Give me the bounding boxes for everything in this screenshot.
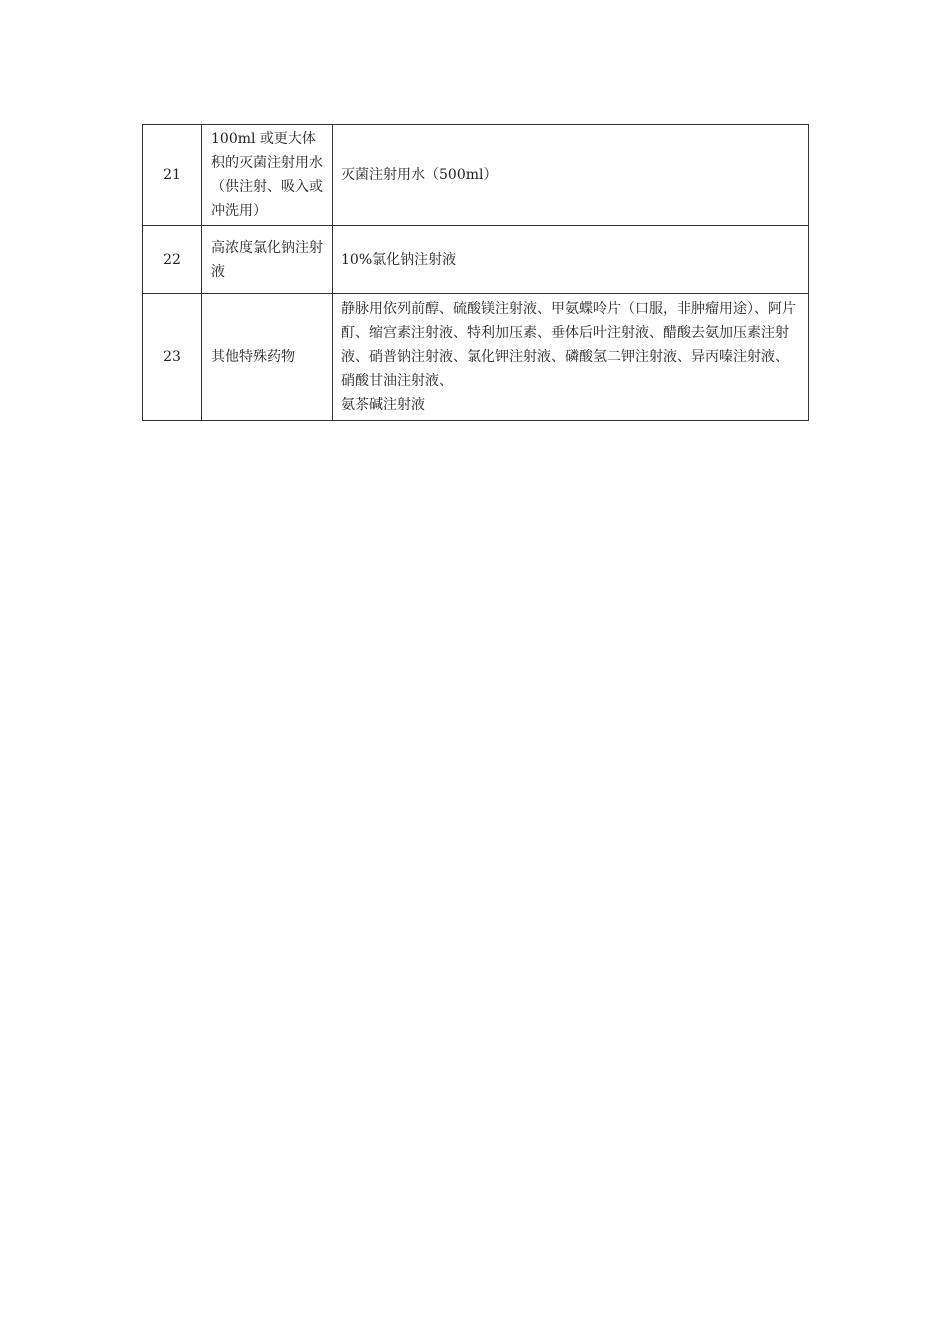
drug-category: 其他特殊药物 — [202, 294, 333, 421]
drug-list: 灭菌注射用水（500ml） — [333, 125, 809, 226]
row-number: 23 — [143, 294, 202, 421]
table-row — [143, 226, 809, 294]
row-number: 22 — [143, 226, 202, 294]
table-row — [143, 125, 809, 226]
drug-category: 高浓度氯化钠注射液 — [202, 226, 333, 294]
row-number: 21 — [143, 125, 202, 226]
drug-table — [142, 124, 809, 421]
drug-list: 10%氯化钠注射液 — [333, 226, 809, 294]
drug-category: 100ml 或更大体积的灭菌注射用水（供注射、吸入或冲洗用） — [202, 125, 333, 226]
drug-list: 静脉用依列前醇、硫酸镁注射液、甲氨蝶呤片（口服，非肿瘤用途）、阿片酊、缩宫素注射液、特利加压素、垂体后叶注射液、醋酸去氨加压素注射液、硝普钠注射液、氯化钾注射液、磷酸氢二钾注射液、异丙嗪注射液、硝酸甘油注射液、 氨茶碱注射液 — [333, 294, 809, 421]
table-row — [143, 294, 809, 421]
